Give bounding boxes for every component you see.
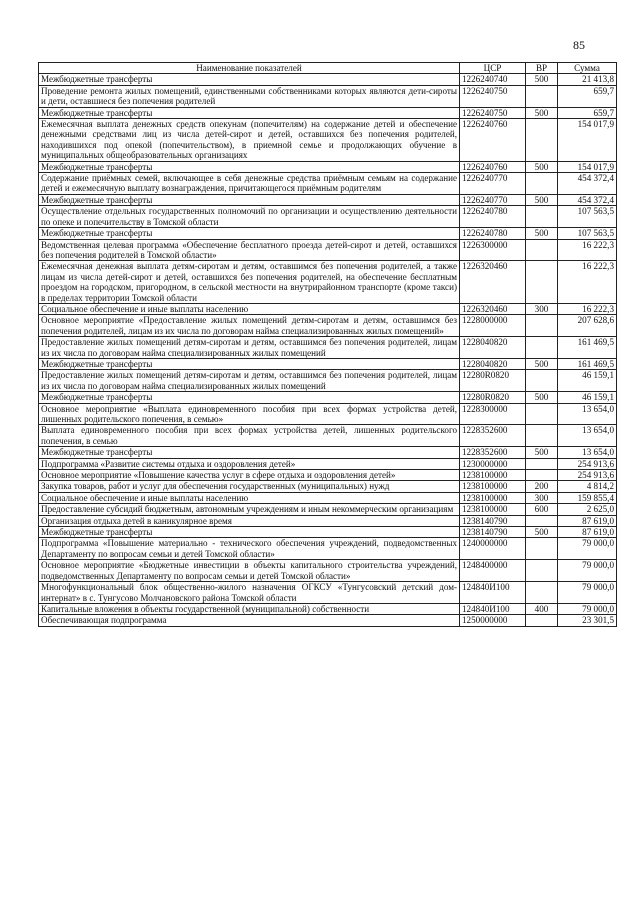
row-sum-cell: 46 159,1 bbox=[558, 392, 617, 403]
table-row bbox=[39, 74, 617, 85]
table-row bbox=[39, 119, 617, 162]
row-sum-cell: 454 372,4 bbox=[558, 173, 617, 195]
table-row bbox=[39, 492, 617, 503]
row-vr-cell bbox=[526, 206, 558, 228]
row-vr-cell bbox=[526, 470, 558, 481]
row-name-cell: Организация отдыха детей в каникулярное время bbox=[39, 515, 460, 526]
table-row bbox=[39, 481, 617, 492]
row-sum-cell: 161 469,5 bbox=[558, 337, 617, 359]
row-name-cell: Межбюджетные трансферты bbox=[39, 107, 460, 118]
table-row bbox=[39, 447, 617, 458]
table-row bbox=[39, 206, 617, 228]
row-name-cell: Межбюджетные трансферты bbox=[39, 194, 460, 205]
row-csr-cell: 1230000000 bbox=[460, 458, 526, 469]
row-name-cell: Ежемесячная выплата денежных средств опекунам (попечителям) на содержание детей и обеспечение денежными средствами лиц из числа детей-сирот и детей, оставшихся без попечения родителей, находившихся под опекой (попечительством), в приемной семье и продолжающих обучение в муниципальных общеобразовательных организациях bbox=[39, 119, 460, 162]
table-row bbox=[39, 582, 617, 604]
table-row bbox=[39, 303, 617, 314]
row-sum-cell: 23 301,5 bbox=[558, 615, 617, 626]
table-row bbox=[39, 228, 617, 239]
row-vr-cell: 400 bbox=[526, 603, 558, 614]
row-vr-cell bbox=[526, 538, 558, 560]
table-row bbox=[39, 458, 617, 469]
row-name-cell: Межбюджетные трансферты bbox=[39, 392, 460, 403]
row-csr-cell: 1238100000 bbox=[460, 481, 526, 492]
row-sum-cell: 254 913,6 bbox=[558, 458, 617, 469]
row-csr-cell: 1226240780 bbox=[460, 206, 526, 228]
row-vr-cell: 500 bbox=[526, 358, 558, 369]
row-vr-cell bbox=[526, 515, 558, 526]
row-vr-cell bbox=[526, 615, 558, 626]
row-name-cell: Основное мероприятие «Повышение качества услуг в сфере отдыха и оздоровления детей» bbox=[39, 470, 460, 481]
row-csr-cell: 124840И100 bbox=[460, 603, 526, 614]
row-name-cell: Выплата единовременного пособия при всех формах устройства детей, лишенных родительского попечения, в семью bbox=[39, 425, 460, 447]
row-csr-cell: 1226240770 bbox=[460, 173, 526, 195]
row-vr-cell bbox=[526, 119, 558, 162]
header-csr: ЦСР bbox=[460, 63, 526, 74]
row-csr-cell: 1228040820 bbox=[460, 337, 526, 359]
header-name: Наименование показателей bbox=[39, 63, 460, 74]
row-vr-cell bbox=[526, 403, 558, 425]
row-sum-cell: 13 654,0 bbox=[558, 425, 617, 447]
budget-table bbox=[38, 62, 617, 627]
row-csr-cell: 1226240770 bbox=[460, 194, 526, 205]
table-row bbox=[39, 425, 617, 447]
row-sum-cell: 13 654,0 bbox=[558, 447, 617, 458]
row-sum-cell: 107 563,5 bbox=[558, 228, 617, 239]
row-csr-cell: 1228352600 bbox=[460, 425, 526, 447]
row-vr-cell: 300 bbox=[526, 492, 558, 503]
row-name-cell: Предоставление жилых помещений детям-сиротам и детям, оставшимся без попечения родителей, лицам из их числа по договорам найма специализированных жилых помещений bbox=[39, 337, 460, 359]
row-vr-cell bbox=[526, 85, 558, 107]
row-name-cell: Межбюджетные трансферты bbox=[39, 527, 460, 538]
row-vr-cell bbox=[526, 315, 558, 337]
row-sum-cell: 79 000,0 bbox=[558, 538, 617, 560]
row-name-cell: Предоставление жилых помещений детям-сиротам и детям, оставшимся без попечения родителей, лицам из их числа по договорам найма специализированных жилых помещений bbox=[39, 370, 460, 392]
row-sum-cell: 659,7 bbox=[558, 85, 617, 107]
row-name-cell: Социальное обеспечение и иные выплаты населению bbox=[39, 303, 460, 314]
row-name-cell: Межбюджетные трансферты bbox=[39, 228, 460, 239]
table-row bbox=[39, 403, 617, 425]
row-name-cell: Основное мероприятие «Выплата единовременного пособия при всех формах устройства детей, лишенных родительского попечения, в семью» bbox=[39, 403, 460, 425]
table-row bbox=[39, 370, 617, 392]
row-csr-cell: 1248400000 bbox=[460, 560, 526, 582]
row-vr-cell: 500 bbox=[526, 447, 558, 458]
row-name-cell: Закупка товаров, работ и услуг для обеспечения государственных (муниципальных) нужд bbox=[39, 481, 460, 492]
row-vr-cell bbox=[526, 239, 558, 261]
row-vr-cell bbox=[526, 261, 558, 304]
table-row bbox=[39, 239, 617, 261]
table-row bbox=[39, 85, 617, 107]
row-sum-cell: 21 413,8 bbox=[558, 74, 617, 85]
row-name-cell: Ежемесячная денежная выплата детям-сиротам и детям, оставшимся без попечения родителей, а также лицам из числа детей-сирот и детей, оставшихся без попечения родителей, на обеспечение бесплатным проездом на городском, пригородном, в сельской местности на внутрирайонном транспорте (кроме такси) в пределах территории Томской области bbox=[39, 261, 460, 304]
row-name-cell: Предоставление субсидий бюджетным, автономным учреждениям и иным некоммерческим организациям bbox=[39, 504, 460, 515]
table-row bbox=[39, 515, 617, 526]
table-row bbox=[39, 358, 617, 369]
row-vr-cell bbox=[526, 173, 558, 195]
row-name-cell: Обеспечивающая подпрограмма bbox=[39, 615, 460, 626]
row-sum-cell: 79 000,0 bbox=[558, 582, 617, 604]
row-name-cell: Межбюджетные трансферты bbox=[39, 447, 460, 458]
row-vr-cell bbox=[526, 458, 558, 469]
row-name-cell: Межбюджетные трансферты bbox=[39, 74, 460, 85]
row-sum-cell: 79 000,0 bbox=[558, 560, 617, 582]
row-sum-cell: 87 619,0 bbox=[558, 527, 617, 538]
row-csr-cell: 1228040820 bbox=[460, 358, 526, 369]
row-sum-cell: 13 654,0 bbox=[558, 403, 617, 425]
row-sum-cell: 16 222,3 bbox=[558, 239, 617, 261]
row-csr-cell: 1228300000 bbox=[460, 403, 526, 425]
table-row bbox=[39, 615, 617, 626]
row-csr-cell: 1240000000 bbox=[460, 538, 526, 560]
row-vr-cell bbox=[526, 560, 558, 582]
row-vr-cell: 500 bbox=[526, 228, 558, 239]
header-vr: ВР bbox=[526, 63, 558, 74]
row-sum-cell: 16 222,3 bbox=[558, 303, 617, 314]
row-vr-cell: 600 bbox=[526, 504, 558, 515]
row-sum-cell: 87 619,0 bbox=[558, 515, 617, 526]
row-csr-cell: 1228000000 bbox=[460, 315, 526, 337]
row-name-cell: Основное мероприятие «Бюджетные инвестиции в объекты капитального строительства учреждений, подведомственных Департаменту по вопросам семьи и детей Томской области» bbox=[39, 560, 460, 582]
table-row bbox=[39, 173, 617, 195]
table-row bbox=[39, 603, 617, 614]
row-vr-cell: 200 bbox=[526, 481, 558, 492]
row-csr-cell: 124840И100 bbox=[460, 582, 526, 604]
row-csr-cell: 1226240760 bbox=[460, 161, 526, 172]
row-sum-cell: 4 814,2 bbox=[558, 481, 617, 492]
row-sum-cell: 659,7 bbox=[558, 107, 617, 118]
row-csr-cell: 1238100000 bbox=[460, 492, 526, 503]
row-csr-cell: 1238140790 bbox=[460, 527, 526, 538]
row-csr-cell: 1226240750 bbox=[460, 107, 526, 118]
row-vr-cell: 500 bbox=[526, 527, 558, 538]
row-sum-cell: 46 159,1 bbox=[558, 370, 617, 392]
row-sum-cell: 2 625,0 bbox=[558, 504, 617, 515]
row-csr-cell: 1238140790 bbox=[460, 515, 526, 526]
table-row bbox=[39, 527, 617, 538]
table-row bbox=[39, 107, 617, 118]
row-vr-cell: 500 bbox=[526, 392, 558, 403]
table-row bbox=[39, 261, 617, 304]
row-name-cell: Ведомственная целевая программа «Обеспечение бесплатного проезда детей-сирот и детей, оставшихся без попечения родителей в Томской области» bbox=[39, 239, 460, 261]
row-csr-cell: 1226240780 bbox=[460, 228, 526, 239]
row-vr-cell: 500 bbox=[526, 194, 558, 205]
row-vr-cell: 300 bbox=[526, 303, 558, 314]
row-sum-cell: 79 000,0 bbox=[558, 603, 617, 614]
row-sum-cell: 107 563,5 bbox=[558, 206, 617, 228]
table-body bbox=[39, 74, 617, 626]
row-vr-cell bbox=[526, 582, 558, 604]
row-csr-cell: 1226240740 bbox=[460, 74, 526, 85]
table-row bbox=[39, 504, 617, 515]
table-row bbox=[39, 161, 617, 172]
header-sum: Сумма bbox=[558, 63, 617, 74]
row-vr-cell: 500 bbox=[526, 74, 558, 85]
row-name-cell: Подпрограмма «Повышение материально - технического обеспечения учреждений, подведомственных Департаменту по вопросам семьи и детей Томской области» bbox=[39, 538, 460, 560]
row-sum-cell: 159 855,4 bbox=[558, 492, 617, 503]
row-csr-cell: 1238100000 bbox=[460, 470, 526, 481]
row-sum-cell: 254 913,6 bbox=[558, 470, 617, 481]
row-name-cell: Осуществление отдельных государственных полномочий по организации и осуществлению деятельности по опеке и попечительству в Томской области bbox=[39, 206, 460, 228]
row-sum-cell: 454 372,4 bbox=[558, 194, 617, 205]
row-csr-cell: 1228352600 bbox=[460, 447, 526, 458]
page-number: 85 bbox=[573, 38, 585, 52]
table-row bbox=[39, 560, 617, 582]
row-csr-cell: 1226240750 bbox=[460, 85, 526, 107]
row-name-cell: Межбюджетные трансферты bbox=[39, 161, 460, 172]
table-row bbox=[39, 315, 617, 337]
row-sum-cell: 161 469,5 bbox=[558, 358, 617, 369]
row-sum-cell: 16 222,3 bbox=[558, 261, 617, 304]
row-name-cell: Подпрограмма «Развитие системы отдыха и оздоровления детей» bbox=[39, 458, 460, 469]
row-csr-cell: 1250000000 bbox=[460, 615, 526, 626]
row-csr-cell: 1238100000 bbox=[460, 504, 526, 515]
row-vr-cell bbox=[526, 370, 558, 392]
table-row bbox=[39, 194, 617, 205]
table-row bbox=[39, 392, 617, 403]
row-csr-cell: 12280R0820 bbox=[460, 392, 526, 403]
row-name-cell: Социальное обеспечение и иные выплаты населению bbox=[39, 492, 460, 503]
row-vr-cell: 500 bbox=[526, 161, 558, 172]
row-csr-cell: 1226320460 bbox=[460, 261, 526, 304]
row-sum-cell: 154 017,9 bbox=[558, 119, 617, 162]
table-row bbox=[39, 470, 617, 481]
row-csr-cell: 1226320460 bbox=[460, 303, 526, 314]
row-name-cell: Межбюджетные трансферты bbox=[39, 358, 460, 369]
row-vr-cell: 500 bbox=[526, 107, 558, 118]
table-header-row bbox=[39, 63, 617, 74]
row-vr-cell bbox=[526, 425, 558, 447]
table-row bbox=[39, 538, 617, 560]
row-csr-cell: 12280R0820 bbox=[460, 370, 526, 392]
row-vr-cell bbox=[526, 337, 558, 359]
row-csr-cell: 1226240760 bbox=[460, 119, 526, 162]
row-name-cell: Капитальные вложения в объекты государственной (муниципальной) собственности bbox=[39, 603, 460, 614]
row-sum-cell: 154 017,9 bbox=[558, 161, 617, 172]
table-row bbox=[39, 337, 617, 359]
row-name-cell: Основное мероприятие «Предоставление жилых помещений детям-сиротам и детям, оставшимся без попечения родителей, лицам из их числа по договорам найма специализированных жилых помещений» bbox=[39, 315, 460, 337]
row-name-cell: Проведение ремонта жилых помещений, единственными собственниками которых являются дети-сироты и дети, оставшиеся без попечения родителей bbox=[39, 85, 460, 107]
row-csr-cell: 1226300000 bbox=[460, 239, 526, 261]
row-name-cell: Многофункциональный блок общественно-жилого назначения ОГКСУ «Тунгусовский детский дом-интернат» в с. Тунгусово Молчановского района Томской области bbox=[39, 582, 460, 604]
row-name-cell: Содержание приёмных семей, включающее в себя денежные средства приёмным семьям на содержание детей и ежемесячную выплату вознаграждения, причитающегося приёмным родителям bbox=[39, 173, 460, 195]
row-sum-cell: 207 628,6 bbox=[558, 315, 617, 337]
